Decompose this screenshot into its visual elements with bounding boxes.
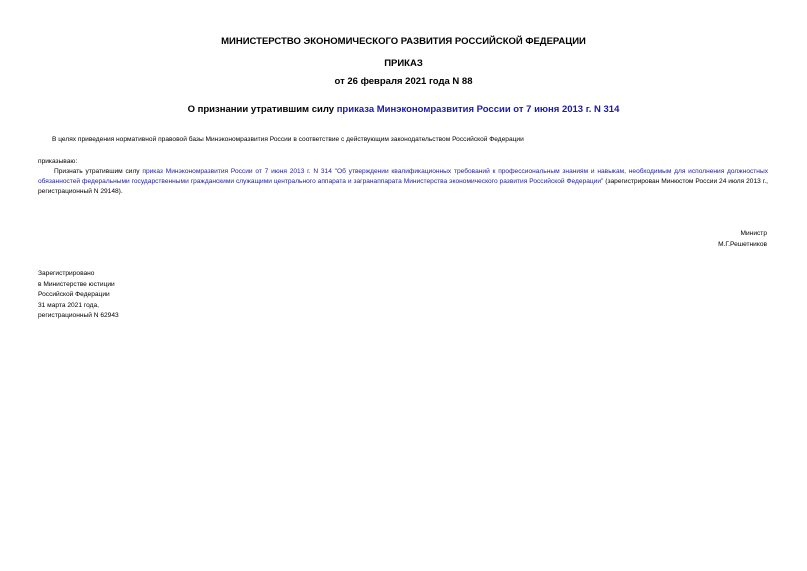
ministry-title: МИНИСТЕРСТВО ЭКОНОМИЧЕСКОГО РАЗВИТИЯ РОССИЙСКОЙ ФЕДЕРАЦИИ	[221, 36, 586, 47]
registration-block	[38, 269, 119, 322]
order-date: от 26 февраля 2021 года N 88	[334, 76, 473, 87]
order-heading: ПРИКАЗ	[384, 58, 423, 69]
para-suffix: (зарегистрирован Минюстом России 24 июля 2013 г., регистрационный N 29148).	[38, 178, 768, 195]
subject-link[interactable]: приказа Минэкономразвития России от 7 июня 2013 г. N 314	[336, 104, 620, 115]
subject-prefix: О признании утратившим силу	[187, 104, 337, 115]
registration-line: регистрационный N 62943	[38, 312, 119, 319]
para-prefix: Признать утратившим силу	[54, 168, 143, 175]
signature-title: Министр	[740, 230, 767, 237]
registration-line: в Министерстве юстиции	[38, 280, 115, 288]
order-subject	[0, 104, 807, 115]
signature-name: М.Г.Решетников	[718, 241, 767, 248]
registration-line: Зарегистрировано	[38, 270, 95, 277]
main-paragraph	[38, 167, 768, 197]
decree-word: приказываю:	[38, 158, 78, 165]
registration-line: Российской Федерации	[38, 291, 110, 298]
registration-line: 31 марта 2021 года,	[38, 301, 99, 309]
signature-block	[718, 228, 767, 250]
purpose-paragraph: В целях приведения нормативной правовой базы Минэкономразвития России в соответствие с действующим законодательством Российской Федерации	[52, 136, 524, 143]
para-link[interactable]: приказ Минэкономразвития России от 7 июня 2013 г. N 314 "Об утверждении квалификационных требований к профессиональным знаниям и навыкам, необходимым для исполнения должностных обязанностей федеральными государственными гражданскими служащими центрального аппарата и загранаппарата Министерства экономического развития Российской Федерации"	[38, 168, 768, 185]
